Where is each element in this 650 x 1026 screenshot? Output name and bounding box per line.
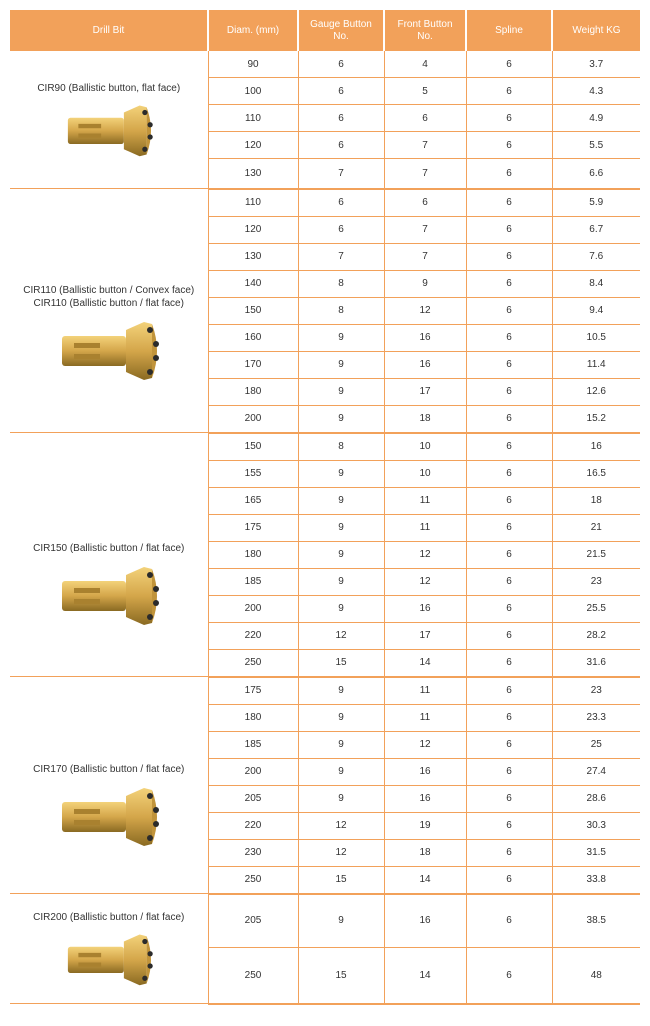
spline-cell: 6 [466,622,552,649]
diameter-cell: 140 [208,270,298,297]
table-body [10,51,640,1004]
diameter-cell: 130 [208,243,298,270]
spline-cell: 6 [466,487,552,514]
diameter-cell: 220 [208,812,298,839]
weight-cell: 15.2 [552,405,640,433]
diameter-cell: 220 [208,622,298,649]
weight-cell: 31.6 [552,649,640,677]
front-button-cell: 17 [384,378,466,405]
gauge-button-cell: 15 [298,866,384,894]
front-button-cell: 17 [384,622,466,649]
spline-cell: 6 [466,894,552,948]
diameter-cell: 250 [208,866,298,894]
spline-cell: 6 [466,839,552,866]
diameter-cell: 185 [208,568,298,595]
spline-cell: 6 [466,758,552,785]
front-button-cell: 16 [384,894,466,948]
weight-cell: 9.4 [552,297,640,324]
gauge-button-cell: 15 [298,948,384,1004]
front-button-cell: 16 [384,785,466,812]
weight-cell: 38.5 [552,894,640,948]
weight-cell: 6.7 [552,216,640,243]
diameter-cell: 200 [208,758,298,785]
weight-cell: 28.6 [552,785,640,812]
drill-bit-cell [10,677,208,894]
drill-bit-label: CIR200 (Ballistic button / flat face) [33,912,185,923]
gauge-button-cell: 9 [298,405,384,433]
spline-cell: 6 [466,460,552,487]
spline-cell: 6 [466,405,552,433]
spline-cell: 6 [466,595,552,622]
diameter-cell: 200 [208,405,298,433]
front-button-cell: 7 [384,243,466,270]
spline-cell: 6 [466,731,552,758]
front-button-cell: 9 [384,270,466,297]
diameter-cell: 150 [208,433,298,461]
weight-cell: 28.2 [552,622,640,649]
diameter-cell: 175 [208,514,298,541]
front-button-cell: 12 [384,568,466,595]
weight-cell: 8.4 [552,270,640,297]
front-button-cell: 12 [384,541,466,568]
gauge-button-cell: 9 [298,378,384,405]
gauge-button-cell: 8 [298,297,384,324]
drill-bit-label: CIR150 (Ballistic button / flat face) [33,543,185,554]
front-button-cell: 16 [384,351,466,378]
diameter-cell: 250 [208,948,298,1004]
drill-bit-label: CIR90 (Ballistic button, flat face) [37,83,181,94]
gauge-button-cell: 9 [298,894,384,948]
gauge-button-cell: 9 [298,731,384,758]
spline-cell: 6 [466,159,552,189]
front-button-cell: 12 [384,297,466,324]
front-button-cell: 7 [384,216,466,243]
spline-cell: 6 [466,433,552,461]
drill-bit-icon [34,924,184,994]
gauge-button-cell: 6 [298,105,384,132]
gauge-button-cell: 6 [298,78,384,105]
front-button-cell: 11 [384,487,466,514]
drill-bit-icon [34,776,184,856]
front-button-cell: 7 [384,132,466,159]
weight-cell: 16 [552,433,640,461]
spline-cell: 6 [466,785,552,812]
header-front-button: Front Button No. [384,10,466,51]
table-row [10,433,640,461]
diameter-cell: 100 [208,78,298,105]
gauge-button-cell: 12 [298,839,384,866]
header-gauge-button: Gauge Button No. [298,10,384,51]
diameter-cell: 185 [208,731,298,758]
front-button-cell: 16 [384,324,466,351]
diameter-cell: 175 [208,677,298,705]
weight-cell: 6.6 [552,159,640,189]
weight-cell: 10.5 [552,324,640,351]
spline-cell: 6 [466,649,552,677]
table-row [10,51,640,78]
gauge-button-cell: 6 [298,132,384,159]
front-button-cell: 6 [384,189,466,217]
gauge-button-cell: 12 [298,812,384,839]
front-button-cell: 16 [384,758,466,785]
drill-bit-icon [34,95,184,165]
front-button-cell: 14 [384,948,466,1004]
gauge-button-cell: 7 [298,159,384,189]
spline-cell: 6 [466,541,552,568]
weight-cell: 48 [552,948,640,1004]
weight-cell: 23 [552,677,640,705]
weight-cell: 25.5 [552,595,640,622]
spline-cell: 6 [466,514,552,541]
gauge-button-cell: 6 [298,51,384,78]
header-weight: Weight KG [552,10,640,51]
header-drill-bit: Drill Bit [10,10,208,51]
diameter-cell: 180 [208,378,298,405]
weight-cell: 4.9 [552,105,640,132]
front-button-cell: 7 [384,159,466,189]
gauge-button-cell: 9 [298,514,384,541]
gauge-button-cell: 8 [298,270,384,297]
spline-cell: 6 [466,378,552,405]
gauge-button-cell: 9 [298,785,384,812]
spline-cell: 6 [466,243,552,270]
header-diameter: Diam. (mm) [208,10,298,51]
spline-cell: 6 [466,568,552,595]
spline-cell: 6 [466,189,552,217]
gauge-button-cell: 9 [298,677,384,705]
gauge-button-cell: 9 [298,460,384,487]
weight-cell: 18 [552,487,640,514]
weight-cell: 27.4 [552,758,640,785]
front-button-cell: 10 [384,460,466,487]
diameter-cell: 160 [208,324,298,351]
weight-cell: 11.4 [552,351,640,378]
diameter-cell: 110 [208,189,298,217]
drill-bit-icon [34,310,184,390]
gauge-button-cell: 9 [298,704,384,731]
drill-bit-label: CIR170 (Ballistic button / flat face) [33,763,185,775]
weight-cell: 30.3 [552,812,640,839]
spline-cell: 6 [466,812,552,839]
front-button-cell: 10 [384,433,466,461]
spline-cell: 6 [466,105,552,132]
weight-cell: 12.6 [552,378,640,405]
weight-cell: 23 [552,568,640,595]
front-button-cell: 11 [384,704,466,731]
front-button-cell: 18 [384,839,466,866]
header-row [10,10,640,51]
diameter-cell: 165 [208,487,298,514]
drill-bit-cell [10,433,208,677]
front-button-cell: 14 [384,649,466,677]
gauge-button-cell: 9 [298,568,384,595]
table-row [10,189,640,217]
spline-cell: 6 [466,704,552,731]
spline-cell: 6 [466,51,552,78]
header-spline: Spline [466,10,552,51]
weight-cell: 5.9 [552,189,640,217]
spline-cell: 6 [466,948,552,1004]
spline-cell: 6 [466,78,552,105]
weight-cell: 23.3 [552,704,640,731]
front-button-cell: 18 [384,405,466,433]
weight-cell: 5.5 [552,132,640,159]
spline-cell: 6 [466,297,552,324]
front-button-cell: 11 [384,677,466,705]
front-button-cell: 5 [384,78,466,105]
front-button-cell: 16 [384,595,466,622]
weight-cell: 16.5 [552,460,640,487]
drill-bit-cell [10,51,208,189]
weight-cell: 33.8 [552,866,640,894]
diameter-cell: 130 [208,159,298,189]
diameter-cell: 205 [208,894,298,948]
weight-cell: 3.7 [552,51,640,78]
gauge-button-cell: 7 [298,243,384,270]
diameter-cell: 120 [208,216,298,243]
gauge-button-cell: 12 [298,622,384,649]
table-row [10,677,640,705]
weight-cell: 21.5 [552,541,640,568]
drill-bit-label: CIR110 (Ballistic button / Convex face) CIR110 (Ballistic button / flat face) [23,284,195,309]
weight-cell: 25 [552,731,640,758]
front-button-cell: 19 [384,812,466,839]
weight-cell: 4.3 [552,78,640,105]
diameter-cell: 180 [208,704,298,731]
spline-cell: 6 [466,677,552,705]
drill-bit-cell [10,894,208,1004]
diameter-cell: 250 [208,649,298,677]
spline-cell: 6 [466,324,552,351]
gauge-button-cell: 6 [298,216,384,243]
spec-table [10,10,640,1005]
diameter-cell: 200 [208,595,298,622]
front-button-cell: 11 [384,514,466,541]
gauge-button-cell: 9 [298,541,384,568]
front-button-cell: 4 [384,51,466,78]
gauge-button-cell: 15 [298,649,384,677]
spline-cell: 6 [466,270,552,297]
spline-cell: 6 [466,216,552,243]
gauge-button-cell: 9 [298,758,384,785]
gauge-button-cell: 9 [298,595,384,622]
diameter-cell: 205 [208,785,298,812]
weight-cell: 7.6 [552,243,640,270]
diameter-cell: 230 [208,839,298,866]
gauge-button-cell: 8 [298,433,384,461]
gauge-button-cell: 9 [298,324,384,351]
table-row [10,894,640,948]
front-button-cell: 14 [384,866,466,894]
spline-cell: 6 [466,132,552,159]
spline-cell: 6 [466,866,552,894]
diameter-cell: 150 [208,297,298,324]
spline-cell: 6 [466,351,552,378]
gauge-button-cell: 9 [298,487,384,514]
drill-bit-cell [10,189,208,433]
front-button-cell: 12 [384,731,466,758]
diameter-cell: 120 [208,132,298,159]
diameter-cell: 180 [208,541,298,568]
drill-bit-icon [34,555,184,635]
diameter-cell: 110 [208,105,298,132]
front-button-cell: 6 [384,105,466,132]
weight-cell: 31.5 [552,839,640,866]
diameter-cell: 90 [208,51,298,78]
weight-cell: 21 [552,514,640,541]
gauge-button-cell: 6 [298,189,384,217]
diameter-cell: 170 [208,351,298,378]
diameter-cell: 155 [208,460,298,487]
gauge-button-cell: 9 [298,351,384,378]
